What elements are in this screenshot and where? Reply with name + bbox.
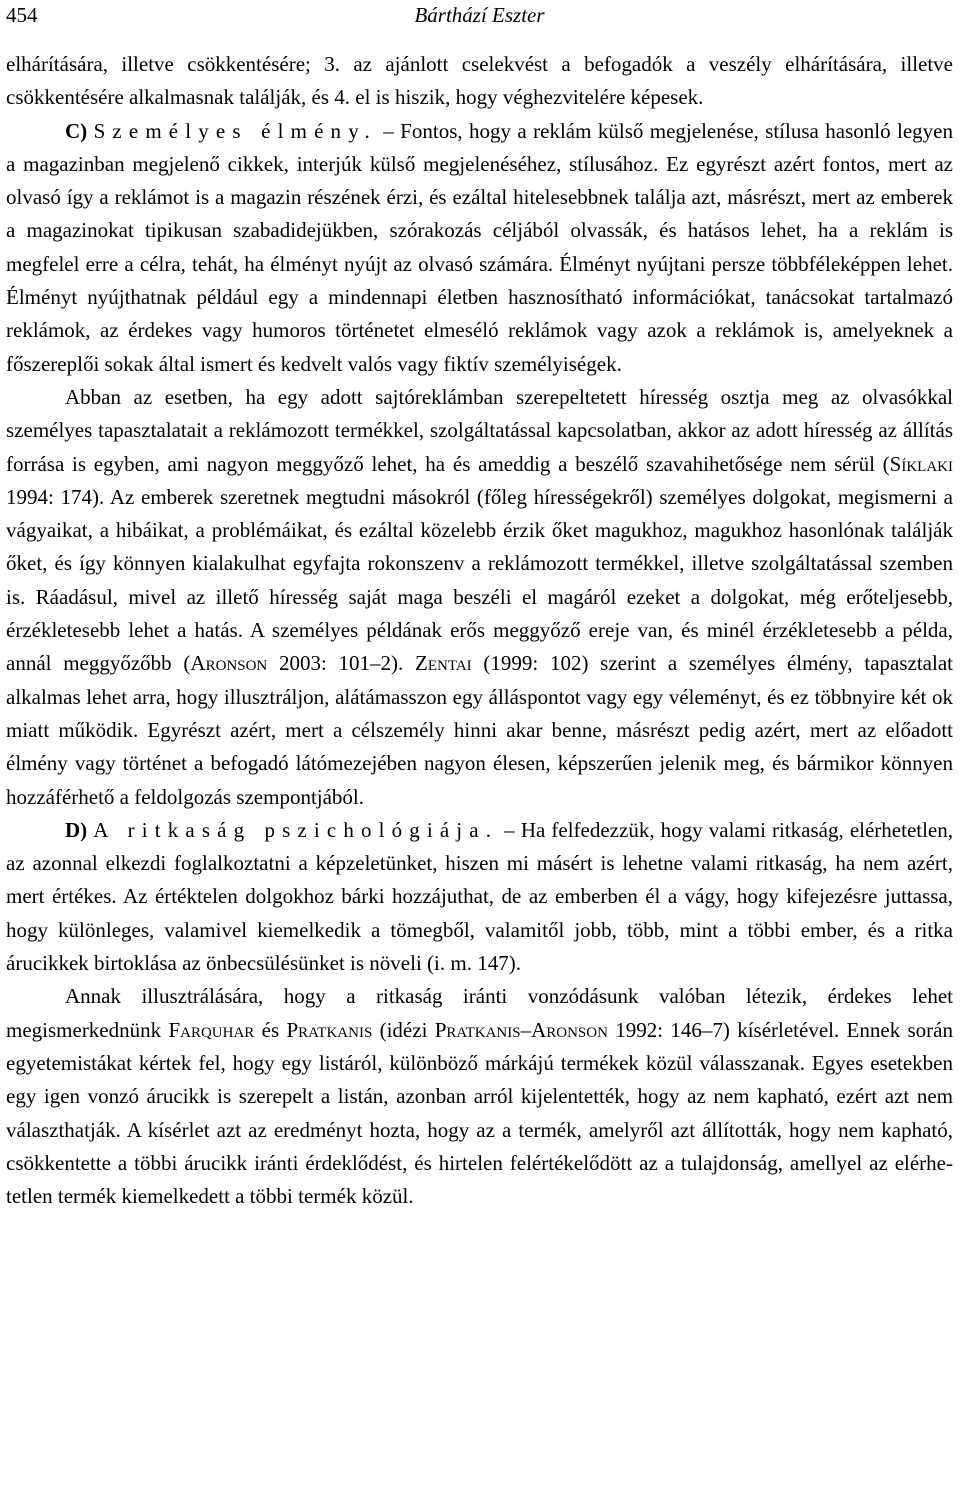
paragraph-text: elhárítására, illetve csökkentésére; 3. az ajánlott cselekvést a befogadók a veszély elhárítására, illetve csökkentésére alkalmasnak találják, és 4. el is hiszik, hogy véghezvitelére képesek.	[6, 52, 953, 110]
paragraph-text: 1994: 174). Az emberek szeretnek megtudni másokról (főleg hírességekről) személyes dolgokat, megismerni a vágyaikat, a hibáikat, a problémáikat, és ezáltal közelebb érzik őket magukhoz, magukhoz hasonlónak találják őket, és így könnyen kialakulhat egyfajta rokonszenv a reklámozott termékkel, illetve szolgáltatással szemben is. Ráadásul, mivel az illető híresség saját maga beszéli el magáról ezeket a dolgokat, még erőteljesebb, érzékletesebb lehet a hatás. A személyes példának erős meggyőző ereje van, és minél érzékletesebb a példa, annál meggyőzőbb (	[6, 484, 953, 676]
page	[6, 0, 953, 1213]
paragraph-1	[6, 48, 953, 115]
paragraph-text: Annak illusztrálására, hogy a ritkaság iránti vonzódásunk valóban létezik, érdekes lehet megismerkednünk	[6, 984, 953, 1042]
paragraph-4	[6, 814, 953, 980]
author-name: Pratkanis	[286, 1017, 373, 1042]
author-name: Zentai	[415, 651, 472, 676]
page-number: 454	[6, 3, 38, 27]
paragraph-5	[6, 980, 953, 1213]
body-text	[6, 48, 953, 1213]
paragraph-text: – Fontos, hogy a reklám külső megjelenése, stílusa hasonló legyen a magazinban megjelenő cikkek, interjúk külső megjelenéséhez, stílusához. Ez egyrészt azért fontos, mert az olvasó így a reklámot is a magazin részének érzi, és ezáltal hitelesebbnek találja azt, másrészt, mert az emberek a magazinokat tipikusan szabadidejükben, szórakozás céljából olvassák, és hatásos lehet, ha a reklám is megfelel erre a célra, tehát, ha élményt nyújt az olvasó számára. Élményt nyújtani persze többféleképpen lehet. Élményt nyújthatnak például egy a mindennapi életben hasznosítható információkat, tanácsokat tartalmazó reklámok, az érdekes vagy humoros történetet elmeséló reklámok vagy azok a reklámok is, amelyeknek a főszereplői sokak által ismert és kedvelt valós vagy fiktív személyiségek.	[6, 118, 953, 376]
author-name: Pratkanis–Aronson	[434, 1017, 608, 1042]
paragraph-text: – Ha felfedezzük, hogy valami ritkaság, elérhetetlen, az azonnal elkezdi foglalkoztatni a képzeletünket, hiszen mi másért is lehetne valami ritkaság, ha nem azért, mert értékes. Az értéktelen dolgokhoz bárki hozzájuthat, de az emberben él a vágy, hogy kifejezésre juttassa, hogy különleges, valamivel kiemelkedik a tömegből, valamitől jobb, több, mint a többi ember, és a ritka árucikkek birtoklása az önbecsülésünket is növeli (i. m. 147).	[6, 817, 953, 976]
author-name: Síklaki	[889, 451, 953, 476]
author-name: Aronson	[190, 651, 268, 676]
running-head: Bárthází Eszter	[414, 3, 545, 27]
paragraph-2	[6, 115, 953, 381]
author-name: Farquhar	[168, 1017, 255, 1042]
page-header	[6, 0, 953, 34]
paragraph-text: (1999: 102) szerint a személyes élmény, tapasztalat alkalmas lehet arra, hogy illusztráljon, alátámasszon egy álláspontot vagy egy véleményt, és ez többnyire két ok miatt működik. Egyrészt azért, mert a célszemély hinni akar benne, másrészt pedig azért, mert az előadott élmény vagy történet a befogadó látómezejében nagyon élesen, képszerűen jelenik meg, és bármikor könnyen hozzáférhető a feldolgozás szempontjából.	[6, 651, 953, 809]
paragraph-3	[6, 381, 953, 814]
section-heading: Személyes élmény.	[93, 118, 377, 143]
paragraph-text: 1992: 146–7) kísérletével. Ennek során egyetemistákat kértek fel, hogy egy listáról, különböző márkájú termékek közül válasszanak. Egyes esetekben egy igen vonzó árucikk is szerepelt a listán, azonban arról kijelentették, hogy az nem kapható, ezért azt nem választhatják. A kísérlet azt az eredményt hozta, hogy az a termék, amelyről azt állították, hogy nem kapható, csökkentette a többi árucikk iránti érdeklődést, és hirtelen felértékelődött az a tulajdonság, amellyel az elérhetetlen termék kiemelkedett a többi termék közül.	[6, 1017, 953, 1209]
section-marker: C)	[65, 118, 88, 143]
paragraph-text: 2003: 101–2).	[267, 651, 416, 676]
paragraph-text: Abban az esetben, ha egy adott sajtóreklámban szerepeltetett híresség osztja meg az olvasókkal személyes tapasztalatait a reklámozott termékkel, szolgáltatással kapcsolatban, akkor az adott híresség az állítás forrása is egyben, ami nagyon meggyőző lehet, ha és ameddig a beszélő szavahihetősége nem sérül (	[6, 384, 953, 476]
paragraph-text: és	[254, 1017, 287, 1042]
paragraph-text: (idézi	[372, 1017, 435, 1042]
section-marker: D)	[65, 817, 88, 842]
section-heading: A ritkaság pszichológiája.	[93, 817, 499, 842]
